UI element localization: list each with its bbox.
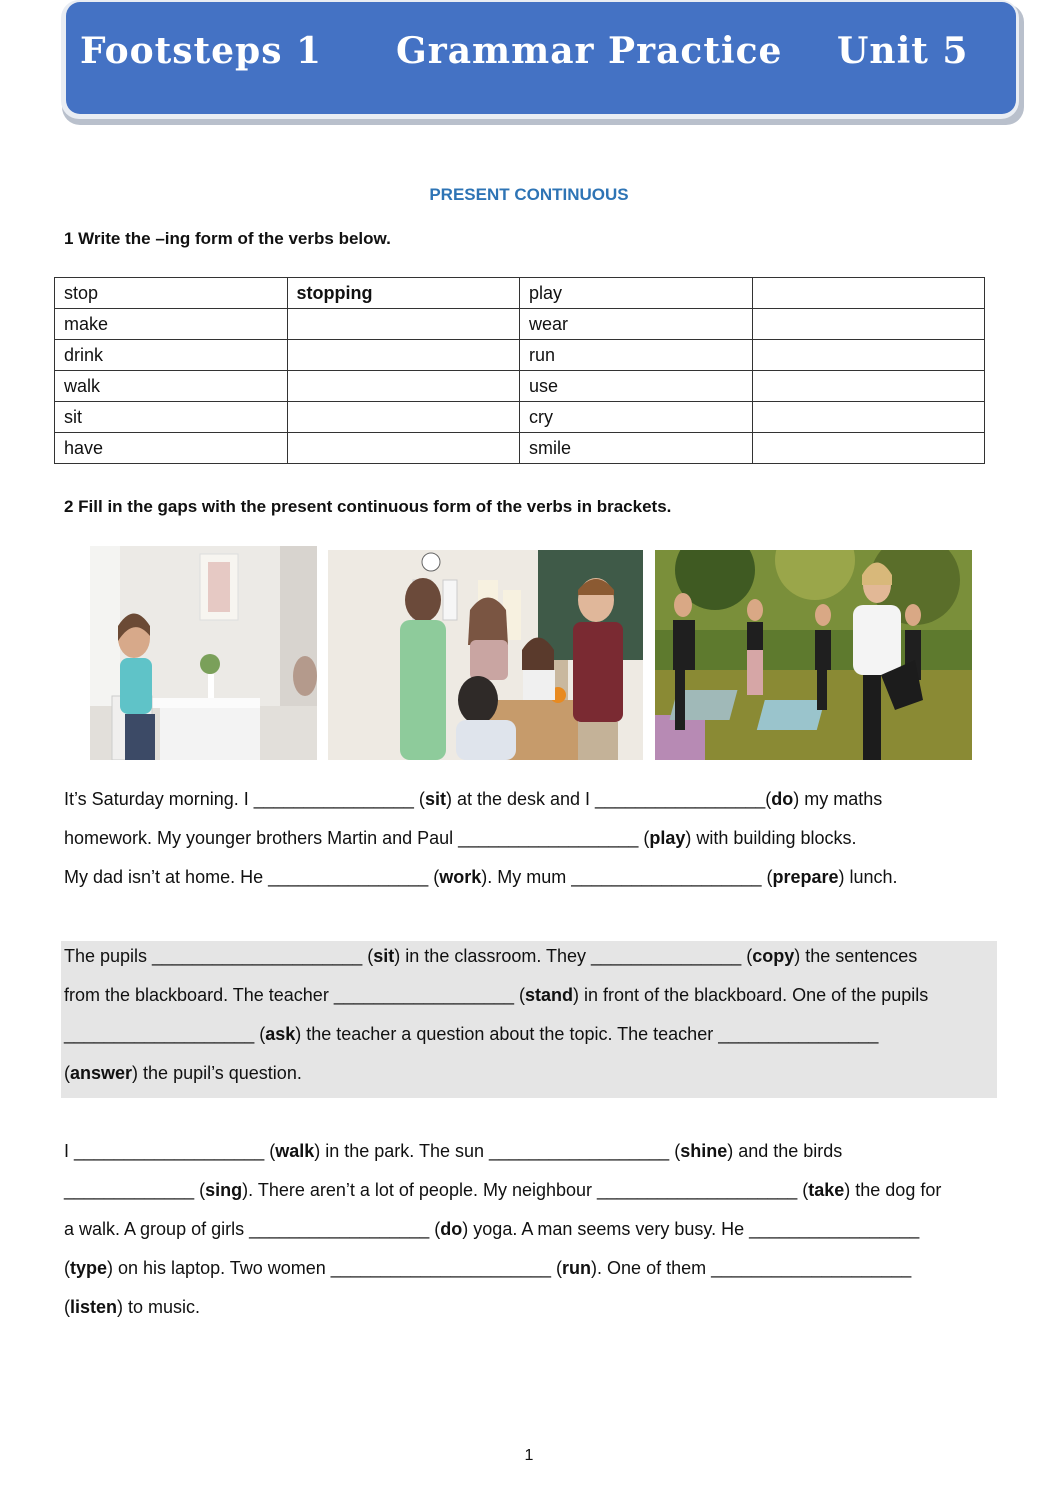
bracket-verb: prepare [772, 867, 839, 887]
table-row [55, 278, 985, 309]
table-row [55, 340, 985, 371]
answer-cell[interactable] [287, 371, 520, 402]
worksheet-title: Grammar Practice [396, 30, 783, 72]
sentence-text: My dad isn’t at home. He ________________ ( [64, 867, 440, 887]
sentence-text: ) on his laptop. Two women ______________________ ( [107, 1258, 563, 1278]
sentence-text: ) the dog for [844, 1180, 942, 1200]
text-line [64, 1132, 941, 1171]
bracket-verb: walk [275, 1141, 315, 1161]
sentence-text: from the blackboard. The teacher __________________ ( [64, 985, 526, 1005]
sentence-text: ) yoga. A man seems very busy. He _________________ [462, 1219, 920, 1239]
verb-cell: smile [520, 433, 753, 464]
sentence-text: _____________ ( [64, 1180, 206, 1200]
sentence-text: ) at the desk and I _________________( [445, 789, 772, 809]
sentence-text: ). There aren’t a lot of people. My neighbour ____________________ ( [242, 1180, 809, 1200]
answer-cell[interactable] [287, 402, 520, 433]
sentence-text: ( [64, 1063, 70, 1083]
bracket-verb: sing [205, 1180, 243, 1200]
text-line [64, 1210, 941, 1249]
bracket-verb: run [562, 1258, 592, 1278]
book-title: Footsteps 1 [80, 30, 323, 72]
text-line [64, 819, 898, 858]
answer-cell[interactable] [752, 309, 985, 340]
sentence-text: ). My mum ___________________ ( [481, 867, 773, 887]
sentence-text: ( [64, 1258, 70, 1278]
answer-cell[interactable] [287, 433, 520, 464]
exercise2-instruction: 2 Fill in the gaps with the present continuous form of the verbs in brackets. [64, 497, 672, 516]
sentence-text: ) lunch. [838, 867, 898, 887]
verb-cell: drink [55, 340, 288, 371]
photo-classroom [328, 550, 643, 760]
sentence-text: ) the pupil’s question. [132, 1063, 302, 1083]
sentence-text: ) the teacher a question about the topic. The teacher ________________ [295, 1024, 879, 1044]
verb-cell: use [520, 371, 753, 402]
verb-cell: stop [55, 278, 288, 309]
bracket-verb: copy [752, 946, 795, 966]
text-line [64, 976, 928, 1015]
sentence-text: The pupils _____________________ ( [64, 946, 374, 966]
text-line [64, 1288, 941, 1327]
bracket-verb: work [439, 867, 482, 887]
bracket-verb: ask [265, 1024, 296, 1044]
text-line [64, 1054, 928, 1093]
paragraph-classroom [64, 937, 928, 1093]
verb-cell: run [520, 340, 753, 371]
answer-cell[interactable] [752, 433, 985, 464]
sentence-text: ) to music. [117, 1297, 201, 1317]
sentence-text: ( [64, 1297, 70, 1317]
answer-cell[interactable] [752, 340, 985, 371]
verb-table [54, 277, 985, 464]
verb-cell: make [55, 309, 288, 340]
verb-cell: have [55, 433, 288, 464]
answer-cell[interactable] [752, 278, 985, 309]
verb-cell: play [520, 278, 753, 309]
verb-cell: walk [55, 371, 288, 402]
bracket-verb: sit [424, 789, 446, 809]
sentence-text: ). One of them ____________________ [591, 1258, 912, 1278]
answer-cell[interactable] [752, 402, 985, 433]
section-title: PRESENT CONTINUOUS [429, 185, 629, 204]
sentence-text: a walk. A group of girls __________________ ( [64, 1219, 441, 1239]
sentence-text: ___________________ ( [64, 1024, 266, 1044]
text-line [64, 1015, 928, 1054]
sentence-text: ) and the birds [727, 1141, 843, 1161]
answer-cell[interactable] [287, 309, 520, 340]
bracket-verb: listen [70, 1297, 118, 1317]
table-row [55, 309, 985, 340]
sentence-text: It’s Saturday morning. I ________________ ( [64, 789, 425, 809]
text-line [64, 937, 928, 976]
sentence-text: I ___________________ ( [64, 1141, 276, 1161]
answer-cell[interactable] [752, 371, 985, 402]
text-line [64, 1249, 941, 1288]
bracket-verb: stand [525, 985, 574, 1005]
verb-cell: sit [55, 402, 288, 433]
bracket-verb: play [649, 828, 686, 848]
paragraph-park [64, 1132, 941, 1327]
answer-cell[interactable] [287, 340, 520, 371]
bracket-verb: answer [70, 1063, 133, 1083]
bracket-verb: type [70, 1258, 108, 1278]
text-line [64, 1171, 941, 1210]
unit-label: Unit 5 [837, 30, 969, 72]
sentence-text: ) in front of the blackboard. One of the pupils [573, 985, 929, 1005]
sentence-text: ) in the park. The sun __________________ ( [314, 1141, 681, 1161]
sentence-text: homework. My younger brothers Martin and Paul __________________ ( [64, 828, 650, 848]
answer-cell[interactable]: stopping [287, 278, 520, 309]
page-number: 1 [524, 1447, 534, 1464]
bracket-verb: do [771, 789, 794, 809]
photo-yoga-in-park [655, 550, 972, 760]
bracket-verb: do [440, 1219, 463, 1239]
table-row [55, 433, 985, 464]
text-line [64, 858, 898, 897]
table-row [55, 402, 985, 433]
sentence-text: ) my maths [793, 789, 883, 809]
sentence-text: ) with building blocks. [685, 828, 857, 848]
bracket-verb: sit [373, 946, 395, 966]
bracket-verb: shine [680, 1141, 728, 1161]
verb-cell: wear [520, 309, 753, 340]
text-line [64, 780, 898, 819]
bracket-verb: take [808, 1180, 845, 1200]
paragraph-home [64, 780, 898, 897]
exercise1-instruction: 1 Write the –ing form of the verbs below. [64, 229, 391, 248]
verb-cell: cry [520, 402, 753, 433]
table-row [55, 371, 985, 402]
photo-girl-at-desk [90, 546, 317, 760]
sentence-text: ) in the classroom. They _______________ ( [394, 946, 753, 966]
sentence-text: ) the sentences [794, 946, 918, 966]
